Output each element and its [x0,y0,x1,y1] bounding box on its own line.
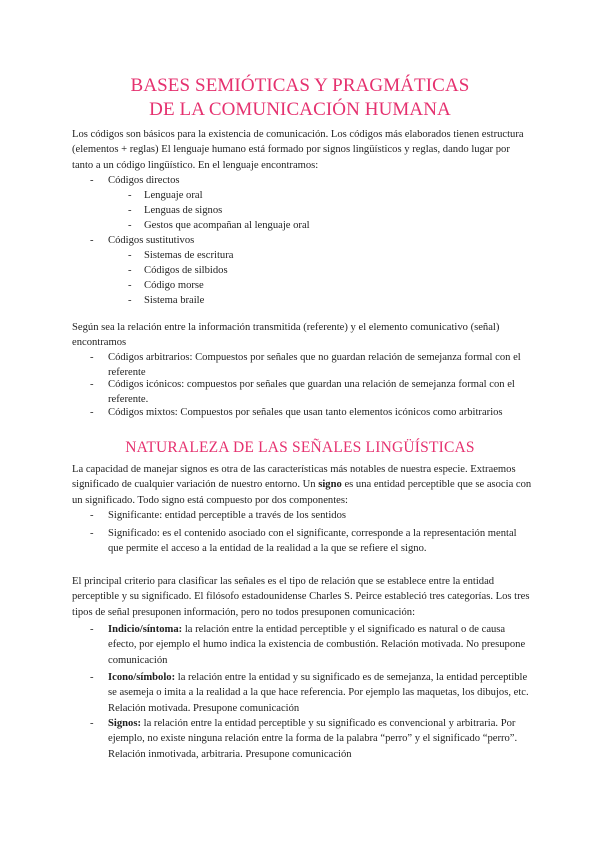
list-item: - Lenguas de signos [128,203,488,218]
list-item: - Significante: entidad perceptible a través de los sentidos [90,508,530,523]
list-item: - Sistemas de escritura [128,248,488,263]
bullet-dash: - [90,718,94,729]
sign-paragraph: La capacidad de manejar signos es otra de las características más notables de nuestra especie. Extraemos significado de cualquier variación de nuestro entorno. Un signo es una entidad perceptible que se asocia con un significado. Todo signo está compuesto por dos componentes: [72,464,532,506]
bold-term: Icono/símbolo: [108,672,176,683]
list-item-substitutive-codes: - Códigos sustitutivos [90,233,530,248]
bullet-dash: - [128,190,132,201]
bullet-dash: - [90,407,94,418]
list-item: - Lenguaje oral [128,188,488,203]
list-item-icono: - Icono/símbolo: la relación entre la entidad y su significado es de semejanza, la entidad perceptible se asemeja o imita a la realidad a la que hace referencia. Por ejemplo las maquetas, los dibujos, etc. Relación motivada. Presupone comunicación [90,672,529,714]
bullet-dash: - [90,235,94,246]
bullet-dash: - [128,280,132,291]
bullet-dash: - [128,265,132,276]
section-heading: NATURALEZA DE LAS SEÑALES LINGÜÍSTICAS [125,439,475,456]
list-item: - Sistema braile [128,293,488,308]
bullet-dash: - [128,220,132,231]
bold-term: signo [318,479,342,491]
title-line-2: DE LA COMUNICACIÓN HUMANA [149,99,451,120]
bullet-dash: - [90,528,94,539]
bullet-dash: - [90,175,94,186]
list-item: - Significado: es el contenido asociado con el significante, corresponde a la representación mental que permite el acceso a la entidad de la realidad a la que se refiere el signo. [90,528,517,555]
list-item: - Códigos mixtos: Compuestos por señales que usan tanto elementos icónicos como arbitrarios [90,405,530,420]
list-item: - Código morse [128,278,488,293]
list-item: - Códigos de silbidos [128,263,488,278]
relation-paragraph: Según sea la relación entre la información transmitida (referente) y el elemento comunicativo (señal) encontramos [72,322,500,349]
bullet-dash: - [90,352,94,363]
title-line-1: BASES SEMIÓTICAS Y PRAGMÁTICAS [130,75,470,96]
intro-paragraph: Los códigos son básicos para la existencia de comunicación. Los códigos más elaborados tienen estructura (elementos + reglas) El lenguaje humano está formado por signos lingüísticos y reglas, dando lugar por tanto a un código lingüístico. En el lenguaje encontramos: [72,129,524,171]
bullet-dash: - [90,624,94,635]
bullet-dash: - [90,379,94,390]
list-item: - Gestos que acompañan al lenguaje oral [128,218,488,233]
list-item-indicio: - Indicio/síntoma: la relación entre la entidad perceptible y el significado es natural o de causa efecto, por ejemplo el humo indica la existencia de combustión. Relación motivada. No presupone comunicación [90,624,526,666]
list-item-signos: - Signos: la relación entre la entidad perceptible y su significado es convencional y arbitraria. Por ejemplo, no existe ninguna relación entre la forma de la palabra “perro” y el significado “perro”. Relación inmotivada, arbitraria. Presupone comunicación [90,718,518,760]
criteria-paragraph: El principal criterio para clasificar las señales es el tipo de relación que se establece entre la entidad perceptible y su significado. El filósofo estadounidense Charles S. Peirce estableció tres categorías. Los tres tipos de señal presuponen información, pero no todos presuponen comunicación: [72,576,530,618]
list-item: - Códigos icónicos: compuestos por señales que guardan una relación de semejanza formal con el referente. [90,379,515,406]
bold-term: Signos: [108,718,141,729]
list-item-direct-codes: - Códigos directos [90,173,530,188]
bold-term: Indicio/síntoma: [108,624,183,635]
bullet-dash: - [90,672,94,683]
bullet-dash: - [128,250,132,261]
bullet-dash: - [128,295,132,306]
bullet-dash: - [90,510,94,521]
bullet-dash: - [128,205,132,216]
list-item: - Códigos arbitrarios: Compuestos por señales que no guardan relación de semejanza formal con el referente [90,352,521,379]
